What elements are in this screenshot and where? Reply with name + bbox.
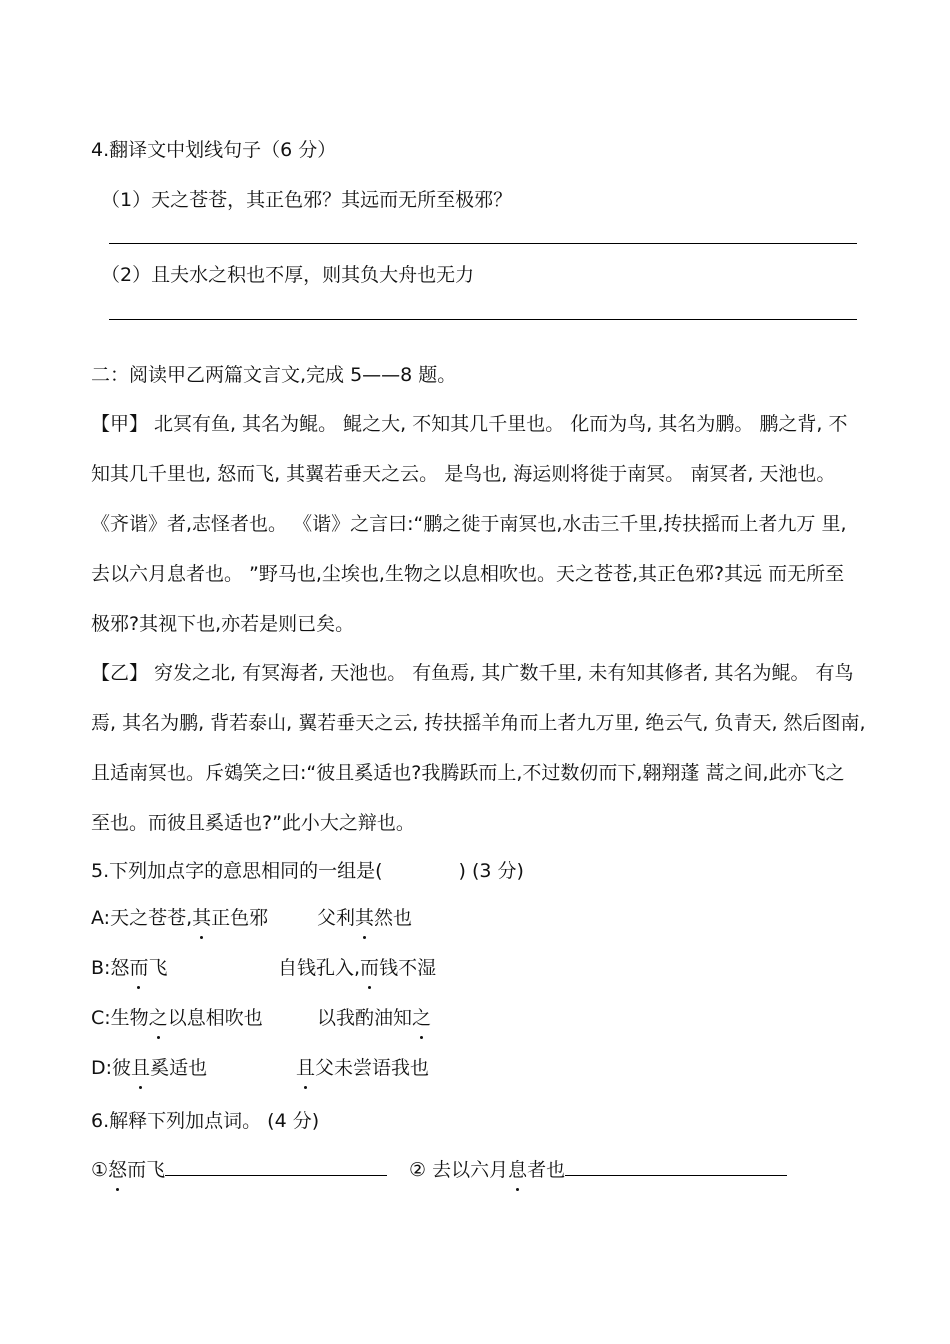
dotted-char: 之 [148, 1007, 168, 1029]
text: 以我酌油知 [317, 1007, 413, 1029]
option-right [278, 955, 436, 981]
passage-jia-line: 《齐谐》者,志怪者也。 《谐》之言曰:“鹏之徙于南冥也,水击三千里,抟扶摇而上者九万 里, [91, 513, 847, 535]
passage-jia-line: 【甲】 北冥有鱼, 其名为鲲。 鲲之大, 不知其几千里也。 化而为鸟, 其名为鹏。 鹏之背, 不 [91, 413, 848, 435]
text: ② 去以六月 [409, 1159, 509, 1181]
dotted-char: 怒 [108, 1159, 128, 1181]
dotted-char: 而 [129, 957, 149, 979]
q5-option-a[interactable] [91, 905, 413, 931]
q6-item-2 [409, 1155, 787, 1183]
passage-yi-line: 至也。而彼且奚适也?”此小大之辩也。 [91, 812, 415, 834]
q5-option-c[interactable] [91, 1005, 432, 1031]
text: ① [91, 1159, 109, 1181]
text: 父未尝语我也 [315, 1057, 430, 1079]
text: 以息相吹也 [167, 1007, 263, 1029]
answer-blank-2[interactable] [565, 1155, 787, 1176]
dotted-char: 而 [360, 957, 380, 979]
q6-title: 6.解释下列加点词。 (4 分) [91, 1110, 320, 1132]
text: 自钱孔入, [278, 957, 361, 979]
option-left [91, 957, 167, 979]
text: 然也 [374, 907, 413, 929]
passage-yi-line: 且适南冥也。斥鴳笑之曰:“彼且奚适也?我腾跃而上,不过数仞而下,翱翔蓬 蒿之间,此亦飞之 [91, 762, 845, 784]
passage-yi-line: 焉, 其名为鹏, 背若泰山, 翼若垂天之云, 抟扶摇羊角而上者九万里, 绝云气, 负青天, 然后图南, [91, 712, 866, 734]
text: 者也 [527, 1159, 566, 1181]
passage-jia-line: 极邪?其视下也,亦若是则已矣。 [91, 613, 355, 635]
answer-line-2[interactable] [109, 319, 857, 320]
text: 而飞 [127, 1159, 166, 1181]
dotted-char: 息 [508, 1159, 528, 1181]
option-left [91, 907, 268, 929]
dotted-char: 其 [192, 907, 212, 929]
passage-yi-line: 【乙】 穷发之北, 有冥海者, 天池也。 有鱼焉, 其广数千里, 未有知其修者, 其名为鲲。 有鸟 [91, 662, 854, 684]
dotted-char: 且 [296, 1057, 316, 1079]
q6-item-1 [91, 1159, 387, 1181]
text: 正色邪 [211, 907, 269, 929]
answer-blank-1[interactable] [165, 1155, 387, 1176]
option-left [91, 1007, 263, 1029]
section-2-heading: 二：阅读甲乙两篇文言文,完成 5——8 题。 [91, 364, 457, 386]
q4-sentence-2: （2）且夫水之积也不厚，则其负大舟也无力 [101, 264, 475, 286]
q4-title: 4.翻译文中划线句子（6 分） [91, 139, 337, 161]
text: 奚适也 [150, 1057, 208, 1079]
option-right [317, 905, 412, 931]
option-right [317, 1005, 431, 1031]
q6-items [91, 1155, 566, 1183]
text: A:天之苍苍, [91, 907, 193, 929]
option-left [91, 1057, 207, 1079]
text: 钱不湿 [379, 957, 437, 979]
dotted-char: 且 [131, 1057, 151, 1079]
dotted-char: 之 [412, 1007, 432, 1029]
dotted-char: 其 [355, 907, 375, 929]
option-right [296, 1055, 429, 1081]
q5-option-d[interactable] [91, 1055, 430, 1081]
text: 父利 [317, 907, 356, 929]
text: B:怒 [91, 957, 130, 979]
answer-line-1[interactable] [109, 243, 857, 244]
text: D:彼 [91, 1057, 132, 1079]
passage-jia-line: 知其几千里也, 怒而飞, 其翼若垂天之云。 是鸟也, 海运则将徙于南冥。 南冥者, 天池也。 [91, 463, 836, 485]
text: 飞 [148, 957, 168, 979]
q5-option-b[interactable] [91, 955, 437, 981]
q4-sentence-1: （1）天之苍苍，其正色邪？其远而无所至极邪？ [101, 189, 513, 211]
text: C:生物 [91, 1007, 149, 1029]
q5-title: 5.下列加点字的意思相同的一组是( ) (3 分) [91, 860, 524, 882]
passage-jia-line: 去以六月息者也。 ”野马也,尘埃也,生物之以息相吹也。天之苍苍,其正色邪?其远 而无所至 [91, 563, 845, 585]
